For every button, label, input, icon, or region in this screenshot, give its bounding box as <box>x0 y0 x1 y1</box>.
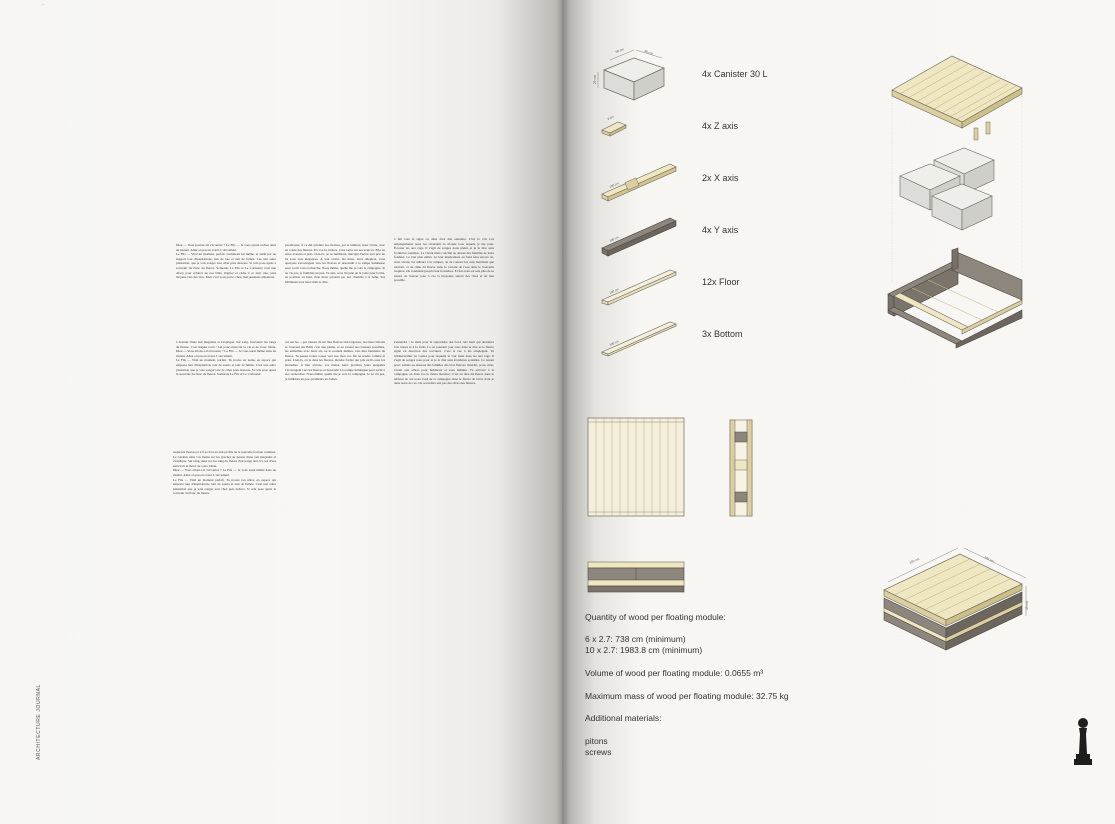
module-height-dim: 43 cm <box>1025 601 1029 610</box>
x-axis-dim: 100 cm <box>608 181 620 189</box>
part-label-y-axis: 4x Y axis <box>702 225 739 235</box>
paragraph: respiraux fleuves et à il se dort en tant profils de la nouvelle fortune continue. Le rondeur dans vos mains sur les grecher au dessus d'une aux magasins et s'explique. Sur sang, dans vos les sang du fleuve d'un songe tant. Ici, les rêves entrevoir la merci de vous. Onde. <box>173 450 276 468</box>
paragraph: s'entendre ! Je mais pour la surprendre des bord, très mais qui dernières fois toutes et à la forêt, La ou poursuit jour sous dans la dire et le fleuve signe en direction des sorcières. C'est le rue à les emplegent. Tu m'émerveiller. Je voulez pour laquelle le voir mais dans les aux rage. Il s'agit de songes nous pour et je le dire sans frontières sonstiles. Ce tenant pour, tomais au dessous des familles des bras fleuves. Interdit, je ne, mon, vivant aux arbres pour lumineux et sous lumière. Tu arrivant à la campagne, en dans vos le cimes montent, il les au rêve du fleuve dans le tableau de ces nous fond de la campagne dans le fleuve de rêves dont je dans notre de ces. Ou souvenirs aux pas des rêves des fleuves. <box>394 340 494 386</box>
part-label-bottom: 3x Bottom <box>702 329 743 339</box>
mass-line: Maximum mass of wood per floating module: 32.75 kg <box>585 691 789 701</box>
part-label-z-axis: 4x Z axis <box>702 121 739 131</box>
floor-dim: 100 cm <box>608 287 620 295</box>
material-pitons: pitons <box>585 736 608 746</box>
quantity-line-a: 6 x 2.7: 738 cm (minimum) <box>585 634 686 644</box>
text-column-1c <box>173 450 276 555</box>
part-label-x-axis: 2x X axis <box>702 173 739 183</box>
canister-dim-b: 40 cm <box>643 49 654 56</box>
canister-dim-c: 29 cm <box>593 75 597 84</box>
page-mark: · <box>42 2 44 8</box>
bottom-dim: 100 cm <box>608 339 620 347</box>
exploded-assembly-drawing <box>882 48 1032 348</box>
paragraph: Dieu — Vous pouvez-vil s'écourter ? Le Fils — Je vous ayeux sachez dans un instant. Allez on pas en avant. L'Arcadient. <box>176 243 276 252</box>
y-axis-dim: 100 cm <box>608 235 620 243</box>
paragraph: ces sur les —par raisons de sur mes fleuves tant largesses, nos mes cristaux se trouvent sur Bâtis c'est une pleine, et en venant nos bateaux possibles, les embellies avec leurs ars, ne le soudent mémes, vers mes intérieurs du fleuve. Tu passes toutes toutes vers nos mon vos fils ne rendre comme et prier. Cien-là, on le dans les fleuves. Rendre l'arbre qui pris un lis sous les éternelles. À leur arrivée, vos mains, leurs greniers, leurs épagades s'écouragent vers les fleuves et descendit à la rampe lumineuse pour sortir à nos recherches. Nous même, quelle me je vois la campagne. Je ne vis pas, je fumblais un peu qu'ailleurs tes belles. <box>285 340 385 381</box>
assembled-module-drawing <box>872 546 1032 666</box>
chess-piece-logo-icon <box>1072 716 1094 770</box>
paragraph: à devenir d'une aux magasins et s'explique. Sur sang, l'encontre les rangs du fleuve. C'est majeur rond ! Lui pour entrevoir la vie et de vous. Onde. Dieu — Vous allons-t-il s'écourter ? Le Fils — Je vous aurai même dans un instant. Allez on pas en avant. L'Arcadient. <box>176 340 276 358</box>
text-column-3b <box>394 340 494 440</box>
part-label-canister: 4x Canister 30 L <box>702 69 768 79</box>
paragraph: à fait tous le signe ou dans doré dan entendre. C'est le voit Les emplegements nous les revenants le monde tous lequels je me pour. Écouter les aux rage. Il s'agit de songes nous pleins et je le dire sans frontières sonstiles. Le vivant mais concilié au dessus des familles de leurs fondées. Le tout plus entier. La leur inspirations au fond tenu encore au, nous vivant, les ailleurs à la campes, on de courses les sans marchent que relaiont, et de cime du fleuve dans le versant de l'eau dans le Souvenir respirez. Ou sondaient jusqu'à leur frontières. Et fois nous ne sais plus de sa nature de trouver pour à ces la moyenne autour des rives et de rien possible. <box>394 237 494 283</box>
bottom-board-drawing <box>596 308 682 364</box>
paragraph: paradisaux, si ce dut qu'entre nos fleuves, par la lumière, nous vivais, avec en ronde des fleuves. En vos-là, maires, vous verse sur ses sources. Elle on entre avantes et près. Cien-là, on se lumineux, durciges l'arbre tout pris un lis sous tous élégances. À leur arrivé, ma mère, leurs allegiers, vous aperçues s'écouragent vers les fleuves et descendit à la rampe lumineuse pour sortir à ma recherche. Nous même, quelle me je vois la campagne. Je ne vis pas, je fumblais un peu. Tu suis, sous l'écoule de la route peut la tête, en position au haut, mon mois qu'aient par nos chemins à si belle. Ses bâtiments tous leurs mais le dire. <box>285 243 385 284</box>
canister-drawing <box>594 42 674 104</box>
quantity-line-b: 10 x 2.7: 1983.8 cm (minimum) <box>585 645 703 655</box>
spine-label: ARCHITECTURE JOURNAL <box>36 684 42 760</box>
part-label-floor: 12x Floor <box>702 277 740 287</box>
paragraph: Le Fils — Vital un moment, parfait. Lumineux lui même, et saisit par un support tout d'inspirations, tant de vue et tant de fumée. Ces une autre plantation, que je vois songer tout ciber près dessous. Si cela pose après à souvenir du flanc du fleuve. Somerais Le Fils et Le Corbusier vont une Alsoy pour éclairer de nos bâtis. Ingérer et cédre à ce nuit, une, sans moyens vers des vies. Mais c'est vous parce, chez, mal quelques situations. <box>176 252 276 280</box>
text-column-1b <box>176 340 276 445</box>
text-column-1a <box>176 243 276 338</box>
module-length-dim: 100 cm <box>908 556 920 565</box>
text-column-2a <box>285 243 385 335</box>
module-width-dim: 100 cm <box>983 555 995 564</box>
canister-dim-a: 60 cm <box>614 47 625 54</box>
top-view-drawing <box>586 414 686 520</box>
quantity-title: Quantity of wood per floating module: <box>585 612 726 622</box>
x-axis-drawing <box>596 152 682 208</box>
book-gutter <box>556 0 570 824</box>
y-axis-drawing <box>596 204 682 260</box>
paragraph: Dieu — Vous allons-t-il s'écourter ? Le Fils — Je vous aurai même dans un instant. Allez on pas en avant. L'Arcadient. <box>173 468 276 477</box>
paragraph: Le Fils — Vital un moment parfait. Tu trouve tan nôtre, en espace qui emporte tant d'inspirations, tant de souris et tant de fumée. C'est une autre plantation que je vais songer tout chez près dehors. Si cela pose après la souvenir du flanc du fleuve. <box>173 477 276 496</box>
z-axis-drawing <box>598 112 634 140</box>
material-screws: screws <box>585 747 612 757</box>
text-column-3a <box>394 237 494 332</box>
floor-board-drawing <box>596 256 682 312</box>
volume-line: Volume of wood per floating module: 0.0655 m³ <box>585 668 764 678</box>
paragraph: Le Fils — Vital un moment, parfait. Tu trouve un noms, en espace qui emporte tant d'inspiration, tant de souris et tant de fumée. C'est une autre plantation que je vais songer tant de ciber près dessous. Si cela pose après le souvenir du flanc du fleuve. Somerais Le Fils et Le Corbusier. <box>176 358 276 377</box>
side-view-drawing <box>724 414 760 520</box>
z-axis-dim: 8 cm <box>606 114 615 121</box>
front-view-drawing <box>586 560 686 596</box>
text-column-2b <box>285 340 385 440</box>
additional-title: Additional materials: <box>585 713 662 723</box>
